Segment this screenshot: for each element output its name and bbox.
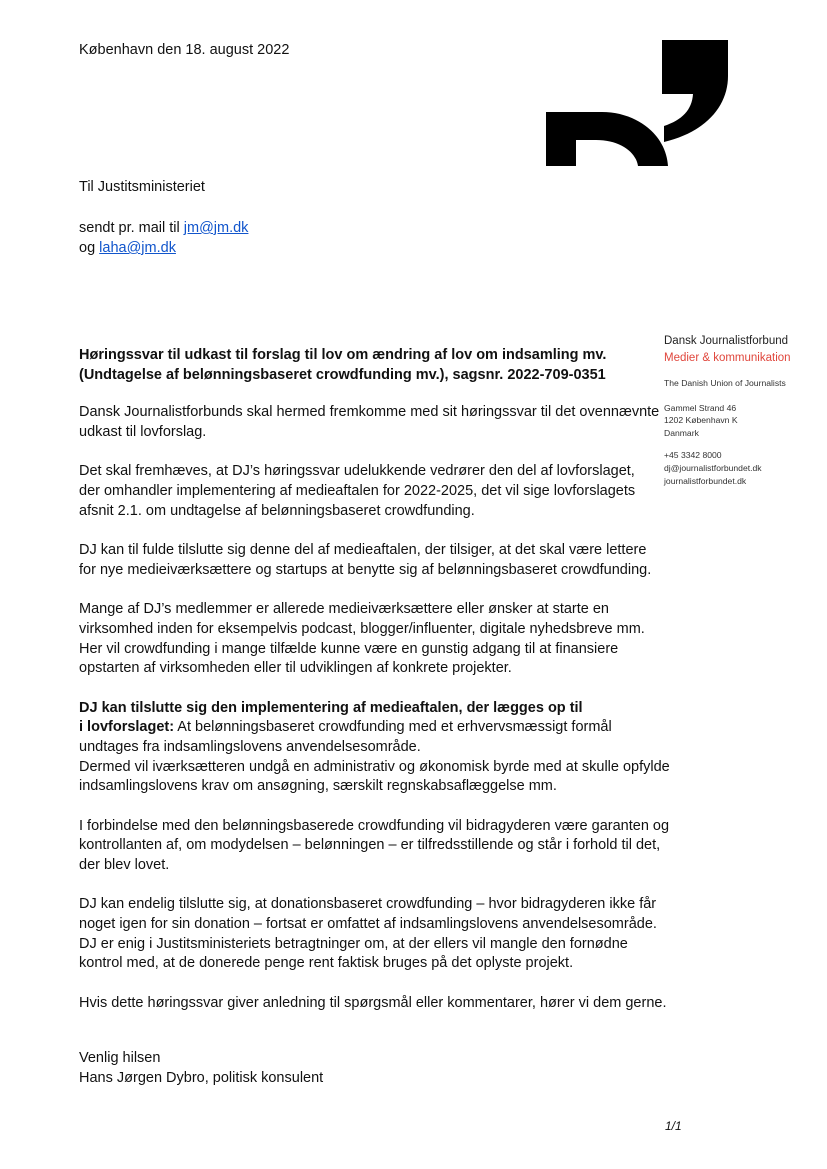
paragraph-support: DJ kan til fulde tilslutte sig denne del af medieaftalen, der tilsiger, at det skal være lettere for nye medieiværksættere og startups at benytte sig af belønningsbaseret crowdfunding. [79,542,652,578]
address-line: 1202 København K [664,415,738,426]
paragraph-intro: Dansk Journalistforbunds skal hermed fremkomme med sit høringssvar til det ovennævnte udkast til lovforslag. [79,404,660,440]
org-phone: +45 3342 8000 [664,450,722,461]
paragraph-donation: DJ kan endelig tilslutte sig, at donationsbaseret crowdfunding – hvor bidragyderen ikke får noget igen for sin donation – fortsat er omfattet af indsamlingslovens anvendelsesområde. DJ er enig i Justitsministeriets betragtninger om, at der ellers vil mangle den fornødne kontrol med, at de donerede penge rent faktisk bruges på det oplyste projekt. [79,896,657,972]
paragraph-contact: Hvis dette høringssvar giver anledning til spørgsmål eller kommentarer, hører vi dem gerne. [79,994,667,1011]
sent-to-block [79,218,248,258]
org-contact [664,449,824,487]
signature: Hans Jørgen Dybro, politisk konsulent [79,1070,324,1086]
address-line: Gammel Strand 46 [664,402,737,413]
paragraph-scope: Det skal fremhæves, at DJ’s høringssvar udelukkende vedrører den del af lovforslaget, der omhandler implementering af medieaftalen for 2022-2025, det vil sige lovforslagets afsnit 2.1. om undtagelse af belønningsbaseret crowdfunding. [79,463,636,519]
subject-heading: Høringssvar til udkast til forslag til lov om ændring af lov om indsamling mv. (Undtagelse af belønningsbaseret crowdfunding mv.), sagsnr. 2022-709-0351 [79,347,607,383]
email-link-jm[interactable]: jm@jm.dk [183,220,249,236]
closing-block [79,1048,323,1088]
org-website: journalistforbundet.dk [664,475,747,486]
sidebar-organization [664,333,824,487]
sent-prefix: sendt pr. mail til [79,220,184,236]
paragraph-contributor: I forbindelse med den belønningsbaserede crowdfunding vil bidragyderen være garanten og kontrollanten af, om modydelsen – belønningen – er tilfredsstillende og står i forhold til det, der blev lovet. [79,817,670,873]
og-prefix: og [79,240,100,256]
email-link-laha[interactable]: laha@jm.dk [99,240,176,256]
paragraph-members: Mange af DJ’s medlemmer er allerede medieiværksættere eller ønsker at starte en virksomhed inden for eksempelvis podcast, blogger/influenter, digitale nyhedsbreve mm. Her vil crowdfunding i mange tilfælde kunne være en gunstig adgang til at finansiere opstarten af virksomheden eller til udviklingen af konkrete projekter. [79,601,645,677]
org-email: dj@journalistforbundet.dk [664,462,762,473]
page-number: 1/1 [665,1119,682,1133]
letter-date: København den 18. august 2022 [79,42,290,58]
recipient: Til Justitsministeriet [79,179,205,195]
paragraph-implementation: DJ kan tilslutte sig den implementering af medieaftalen, der lægges op til i lovforslaget: At belønningsbaseret crowdfunding med et erhvervsmæssigt formål undtages fra indsamlingslovens anvendelsesområde. Dermed vil iværksætteren undgå en administrativ og økonomisk byrde med at skulle opfylde indsamlingslovens krav om ansøgning, særskilt regnskabsaflæggelse mm. [79,699,670,795]
org-english-name: The Danish Union of Journalists [664,378,786,388]
org-subtitle: Medier & kommunikation [664,352,791,364]
greeting: Venlig hilsen [79,1050,161,1066]
address-line: Danmark [664,427,699,438]
dj-logo [546,40,728,166]
org-address [664,402,824,440]
letter-body [79,346,670,1033]
org-name: Dansk Journalistforbund [664,335,789,347]
